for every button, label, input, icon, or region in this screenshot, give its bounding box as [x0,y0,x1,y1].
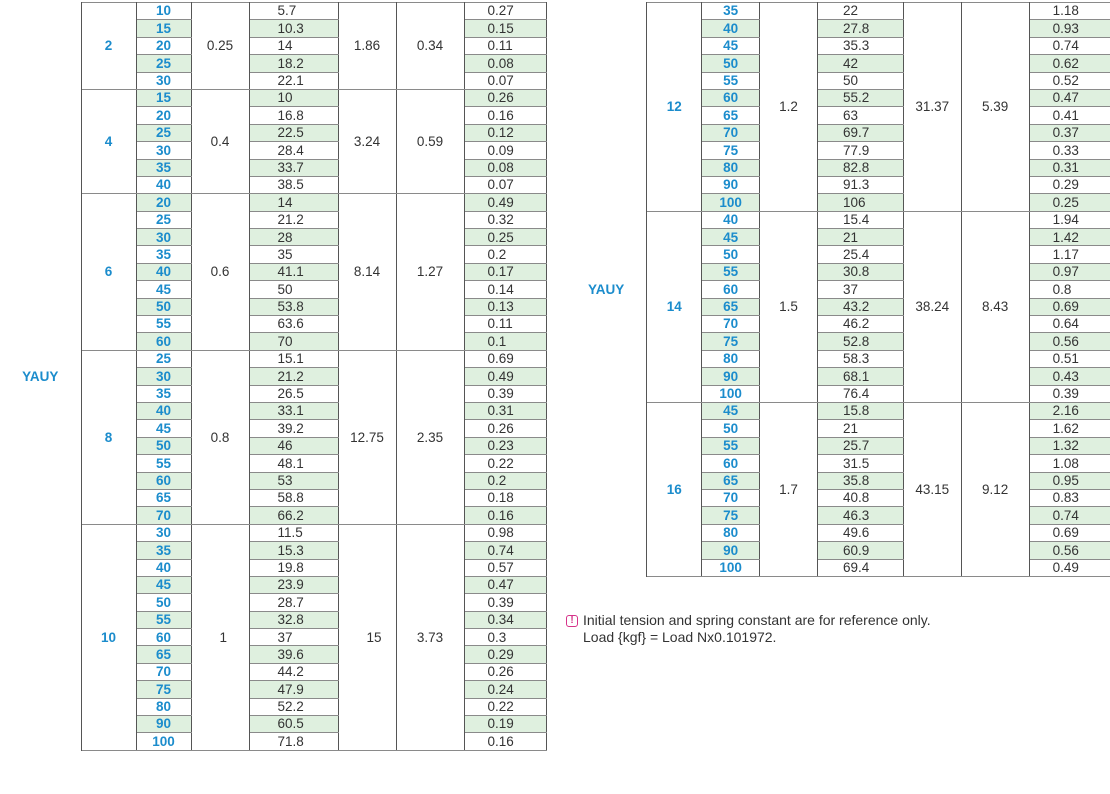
length-cell: 90 [702,176,760,193]
length-cell: 55 [136,455,191,472]
length-cell: 70 [702,316,760,333]
load-cell: 25.7 [817,437,903,454]
load-cell: 21.2 [249,368,338,385]
load-cell: 14 [249,37,338,54]
deflection-cell: 0.69 [1029,298,1110,315]
length-cell: 45 [702,229,760,246]
length-cell: 75 [702,333,760,350]
length-cell: 50 [136,437,191,454]
load-cell: 50 [249,281,338,298]
deflection-cell: 0.26 [464,420,546,437]
load-cell: 28.7 [249,594,338,611]
deflection-cell: 0.51 [1029,350,1110,367]
load-cell: 63.6 [249,316,338,333]
deflection-cell: 0.13 [464,298,546,315]
deflection-cell: 1.62 [1029,420,1110,437]
deflection-cell: 0.31 [1029,159,1110,176]
length-cell: 45 [136,281,191,298]
deflection-cell: 1.08 [1029,455,1110,472]
deflection-cell: 0.39 [1029,385,1110,402]
load-cell: 28 [249,229,338,246]
deflection-cell: 0.19 [464,716,546,733]
deflection-cell: 0.22 [464,698,546,715]
deflection-cell: 0.16 [464,733,546,750]
wire-diameter-cell: 16 [647,402,702,576]
deflection-cell: 0.32 [464,211,546,228]
initial-tension-cell: 31.37 [903,3,961,212]
load-cell: 82.8 [817,159,903,176]
load-cell: 39.6 [249,646,338,663]
deflection-cell: 0.29 [1029,176,1110,193]
load-cell: 5.7 [249,3,338,20]
load-cell: 76.4 [817,385,903,402]
deflection-cell: 0.49 [464,194,546,211]
length-cell: 60 [136,472,191,489]
load-cell: 25.4 [817,246,903,263]
spring-constant-cell: 3.73 [396,524,464,750]
length-cell: 40 [136,402,191,419]
load-cell: 69.7 [817,124,903,141]
deflection-cell: 0.08 [464,55,546,72]
spring-constant-cell: 0.34 [396,3,464,90]
load-cell: 77.9 [817,142,903,159]
deflection-cell: 0.41 [1029,107,1110,124]
length-cell: 100 [136,733,191,750]
wire-diameter-cell: 8 [81,350,136,524]
load-cell: 41.1 [249,263,338,280]
deflection-cell: 0.47 [464,576,546,593]
length-cell: 20 [136,107,191,124]
length-cell: 15 [136,89,191,106]
initial-tension-cell: 38.24 [903,211,961,402]
thickness-cell: 0.8 [191,350,249,524]
deflection-cell: 0.1 [464,333,546,350]
initial-tension-cell: 43.15 [903,402,961,576]
deflection-cell: 0.26 [464,663,546,680]
load-cell: 11.5 [249,524,338,541]
reference-note [566,612,931,646]
length-cell: 35 [136,246,191,263]
load-cell: 14 [249,194,338,211]
load-cell: 69.4 [817,559,903,576]
length-cell: 80 [702,159,760,176]
load-cell: 31.5 [817,455,903,472]
length-cell: 65 [702,298,760,315]
length-cell: 50 [136,298,191,315]
length-cell: 90 [702,368,760,385]
deflection-cell: 0.29 [464,646,546,663]
load-cell: 15.8 [817,402,903,419]
load-cell: 44.2 [249,663,338,680]
length-cell: 30 [136,229,191,246]
spring-constant-cell: 9.12 [961,402,1029,576]
length-cell: 15 [136,20,191,37]
length-cell: 65 [136,646,191,663]
deflection-cell: 0.15 [464,20,546,37]
load-cell: 66.2 [249,507,338,524]
load-cell: 37 [817,281,903,298]
wire-diameter-cell: 10 [81,524,136,750]
load-cell: 42 [817,55,903,72]
load-cell: 22 [817,3,903,20]
deflection-cell: 0.43 [1029,368,1110,385]
load-cell: 39.2 [249,420,338,437]
length-cell: 100 [702,385,760,402]
deflection-cell: 0.25 [1029,194,1110,211]
deflection-cell: 0.83 [1029,489,1110,506]
length-cell: 45 [136,420,191,437]
deflection-cell: 0.11 [464,37,546,54]
deflection-cell: 1.42 [1029,229,1110,246]
load-cell: 63 [817,107,903,124]
length-cell: 45 [702,402,760,419]
load-cell: 70 [249,333,338,350]
load-cell: 50 [817,72,903,89]
length-cell: 30 [136,72,191,89]
table-row [566,211,1110,228]
thickness-cell: 0.6 [191,194,249,351]
deflection-cell: 2.16 [1029,402,1110,419]
load-cell: 60.9 [817,542,903,559]
deflection-cell: 0.37 [1029,124,1110,141]
initial-tension-cell: 12.75 [338,350,396,524]
deflection-cell: 0.97 [1029,263,1110,280]
series-cell: YAUY [0,3,81,751]
spring-constant-cell: 5.39 [961,3,1029,212]
deflection-cell: 0.17 [464,263,546,280]
load-cell: 26.5 [249,385,338,402]
deflection-cell: 0.74 [1029,507,1110,524]
load-cell: 53.8 [249,298,338,315]
length-cell: 50 [136,594,191,611]
thickness-cell: 0.4 [191,89,249,193]
length-cell: 80 [702,524,760,541]
deflection-cell: 0.16 [464,507,546,524]
deflection-cell: 0.26 [464,89,546,106]
length-cell: 40 [136,176,191,193]
deflection-cell: 0.49 [1029,559,1110,576]
load-cell: 21 [817,420,903,437]
length-cell: 40 [702,20,760,37]
length-cell: 60 [702,455,760,472]
note-text-1: Initial tension and spring constant are for reference only. [583,612,931,628]
load-cell: 37 [249,629,338,646]
deflection-cell: 0.16 [464,107,546,124]
length-cell: 60 [702,89,760,106]
length-cell: 60 [136,333,191,350]
deflection-cell: 0.69 [464,350,546,367]
length-cell: 30 [136,142,191,159]
length-cell: 65 [702,107,760,124]
table-row [0,350,546,367]
table-row [0,194,546,211]
load-cell: 15.4 [817,211,903,228]
deflection-cell: 0.2 [464,472,546,489]
deflection-cell: 1.18 [1029,3,1110,20]
deflection-cell: 0.3 [464,629,546,646]
length-cell: 65 [136,489,191,506]
load-cell: 40.8 [817,489,903,506]
table-row [0,3,546,20]
spring-constant-cell: 0.59 [396,89,464,193]
deflection-cell: 0.33 [1029,142,1110,159]
length-cell: 40 [702,211,760,228]
initial-tension-cell: 15 [338,524,396,750]
deflection-cell: 0.69 [1029,524,1110,541]
initial-tension-cell: 8.14 [338,194,396,351]
deflection-cell: 0.07 [464,176,546,193]
length-cell: 55 [136,611,191,628]
load-cell: 22.1 [249,72,338,89]
load-cell: 35 [249,246,338,263]
table-row [0,89,546,106]
wire-diameter-cell: 2 [81,3,136,90]
load-cell: 52.2 [249,698,338,715]
length-cell: 30 [136,524,191,541]
length-cell: 35 [136,159,191,176]
deflection-cell: 0.22 [464,455,546,472]
deflection-cell: 0.93 [1029,20,1110,37]
load-cell: 15.3 [249,542,338,559]
length-cell: 30 [136,368,191,385]
deflection-cell: 0.49 [464,368,546,385]
length-cell: 25 [136,211,191,228]
length-cell: 55 [702,72,760,89]
deflection-cell: 0.2 [464,246,546,263]
load-cell: 47.9 [249,681,338,698]
exclamation-icon: ! [566,615,578,627]
length-cell: 35 [136,385,191,402]
load-cell: 49.6 [817,524,903,541]
note-line-2: Load {kgf} = Load Nx0.101972. [583,629,777,645]
thickness-cell: 1 [191,524,249,750]
deflection-cell: 0.62 [1029,55,1110,72]
deflection-cell: 0.12 [464,124,546,141]
length-cell: 25 [136,350,191,367]
load-cell: 58.8 [249,489,338,506]
load-cell: 71.8 [249,733,338,750]
series-cell: YAUY [566,3,647,577]
deflection-cell: 0.23 [464,437,546,454]
initial-tension-cell: 3.24 [338,89,396,193]
load-cell: 22.5 [249,124,338,141]
load-cell: 68.1 [817,368,903,385]
spring-constant-cell: 2.35 [396,350,464,524]
length-cell: 50 [702,420,760,437]
load-cell: 91.3 [817,176,903,193]
deflection-cell: 0.18 [464,489,546,506]
length-cell: 55 [136,316,191,333]
load-cell: 23.9 [249,576,338,593]
spring-constant-cell: 1.27 [396,194,464,351]
length-cell: 60 [702,281,760,298]
load-cell: 46.2 [817,316,903,333]
deflection-cell: 0.74 [1029,37,1110,54]
deflection-cell: 0.64 [1029,316,1110,333]
table-row [0,524,546,541]
load-cell: 33.7 [249,159,338,176]
load-cell: 21.2 [249,211,338,228]
load-cell: 15.1 [249,350,338,367]
load-cell: 16.8 [249,107,338,124]
load-cell: 60.5 [249,716,338,733]
length-cell: 20 [136,194,191,211]
length-cell: 50 [702,55,760,72]
deflection-cell: 0.24 [464,681,546,698]
deflection-cell: 0.39 [464,385,546,402]
length-cell: 75 [702,142,760,159]
length-cell: 40 [136,263,191,280]
thickness-cell: 1.2 [760,3,818,212]
load-cell: 19.8 [249,559,338,576]
deflection-cell: 0.39 [464,594,546,611]
deflection-cell: 0.47 [1029,89,1110,106]
load-cell: 46.3 [817,507,903,524]
load-cell: 10.3 [249,20,338,37]
table-row [566,402,1110,419]
load-cell: 53 [249,472,338,489]
wire-diameter-cell: 6 [81,194,136,351]
thickness-cell: 0.25 [191,3,249,90]
length-cell: 55 [702,263,760,280]
deflection-cell: 0.34 [464,611,546,628]
load-cell: 18.2 [249,55,338,72]
length-cell: 45 [136,576,191,593]
load-cell: 27.8 [817,20,903,37]
load-cell: 33.1 [249,402,338,419]
length-cell: 40 [136,559,191,576]
length-cell: 20 [136,37,191,54]
length-cell: 100 [702,194,760,211]
length-cell: 35 [136,542,191,559]
deflection-cell: 0.8 [1029,281,1110,298]
deflection-cell: 1.17 [1029,246,1110,263]
deflection-cell: 0.57 [464,559,546,576]
deflection-cell: 0.07 [464,72,546,89]
load-cell: 30.8 [817,263,903,280]
note-line-1 [566,612,931,629]
length-cell: 60 [136,629,191,646]
load-cell: 28.4 [249,142,338,159]
deflection-cell: 0.74 [464,542,546,559]
deflection-cell: 0.27 [464,3,546,20]
deflection-cell: 1.32 [1029,437,1110,454]
deflection-cell: 0.98 [464,524,546,541]
load-cell: 38.5 [249,176,338,193]
wire-diameter-cell: 4 [81,89,136,193]
length-cell: 65 [702,472,760,489]
thickness-cell: 1.7 [760,402,818,576]
load-cell: 52.8 [817,333,903,350]
load-cell: 48.1 [249,455,338,472]
length-cell: 45 [702,37,760,54]
thickness-cell: 1.5 [760,211,818,402]
length-cell: 75 [136,681,191,698]
load-cell: 10 [249,89,338,106]
length-cell: 70 [136,507,191,524]
length-cell: 35 [702,3,760,20]
load-cell: 106 [817,194,903,211]
deflection-cell: 0.31 [464,402,546,419]
deflection-cell: 0.08 [464,159,546,176]
deflection-cell: 0.14 [464,281,546,298]
deflection-cell: 0.25 [464,229,546,246]
load-cell: 46 [249,437,338,454]
load-cell: 32.8 [249,611,338,628]
length-cell: 80 [702,350,760,367]
deflection-cell: 0.56 [1029,333,1110,350]
load-cell: 58.3 [817,350,903,367]
spring-spec-table-left [0,2,547,751]
length-cell: 70 [136,663,191,680]
wire-diameter-cell: 12 [647,3,702,212]
table-row [566,3,1110,20]
length-cell: 70 [702,489,760,506]
deflection-cell: 0.56 [1029,542,1110,559]
length-cell: 70 [702,124,760,141]
length-cell: 25 [136,55,191,72]
length-cell: 25 [136,124,191,141]
length-cell: 80 [136,698,191,715]
deflection-cell: 0.52 [1029,72,1110,89]
length-cell: 75 [702,507,760,524]
deflection-cell: 0.11 [464,316,546,333]
length-cell: 10 [136,3,191,20]
length-cell: 55 [702,437,760,454]
initial-tension-cell: 1.86 [338,3,396,90]
deflection-cell: 0.95 [1029,472,1110,489]
deflection-cell: 1.94 [1029,211,1110,228]
load-cell: 43.2 [817,298,903,315]
load-cell: 35.8 [817,472,903,489]
length-cell: 90 [702,542,760,559]
load-cell: 55.2 [817,89,903,106]
length-cell: 50 [702,246,760,263]
load-cell: 21 [817,229,903,246]
deflection-cell: 0.09 [464,142,546,159]
wire-diameter-cell: 14 [647,211,702,402]
length-cell: 90 [136,716,191,733]
spring-constant-cell: 8.43 [961,211,1029,402]
length-cell: 100 [702,559,760,576]
spring-spec-table-right [566,2,1110,577]
load-cell: 35.3 [817,37,903,54]
